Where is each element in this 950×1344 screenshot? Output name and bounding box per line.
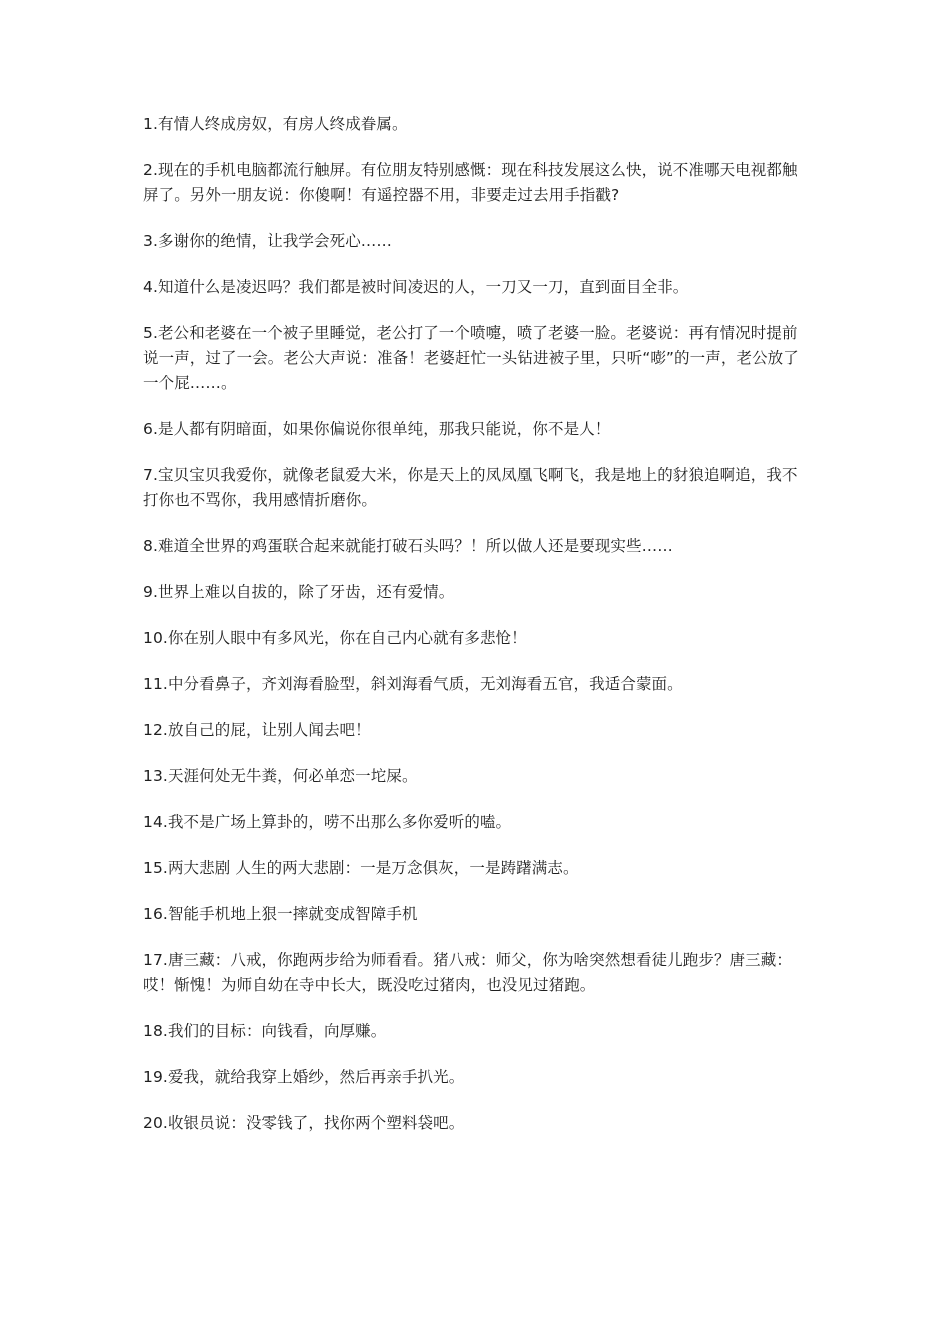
- joke-item-2: 2.现在的手机电脑都流行触屏。有位朋友特别感慨：现在科技发展这么快，说不准哪天电视都触屏了。另外一朋友说：你傻啊！有遥控器不用，非要走过去用手指戳?: [143, 161, 798, 204]
- joke-item-4: 4.知道什么是凌迟吗？我们都是被时间凌迟的人，一刀又一刀，直到面目全非。: [143, 278, 689, 296]
- joke-item-16: 16.智能手机地上狠一摔就变成智障手机: [143, 905, 418, 923]
- joke-item-19: 19.爱我，就给我穿上婚纱，然后再亲手扒光。: [143, 1068, 465, 1086]
- joke-item-3: 3.多谢你的绝情，让我学会死心……: [143, 232, 392, 250]
- joke-item-13: 13.天涯何处无牛粪，何必单恋一坨屎。: [143, 767, 418, 785]
- joke-item-12: 12.放自己的屁，让别人闻去吧！: [143, 721, 371, 739]
- joke-item-17: 17.唐三藏：八戒，你跑两步给为师看看。猪八戒：师父，你为啥突然想看徒儿跑步？唐三藏：哎！惭愧！为师自幼在寺中长大，既没吃过猪肉，也没见过猪跑。: [143, 951, 792, 994]
- joke-item-11: 11.中分看鼻子，齐刘海看脸型，斜刘海看气质，无刘海看五官，我适合蒙面。: [143, 675, 683, 693]
- joke-item-14: 14.我不是广场上算卦的，唠不出那么多你爱听的嗑。: [143, 813, 512, 831]
- joke-item-6: 6.是人都有阴暗面，如果你偏说你很单纯，那我只能说，你不是人！: [143, 420, 611, 438]
- joke-item-15: 15.两大悲剧 人生的两大悲剧：一是万念俱灰，一是踌躇满志。: [143, 859, 579, 877]
- joke-list: [143, 112, 808, 1157]
- joke-item-10: 10.你在别人眼中有多风光，你在自己内心就有多悲怆！: [143, 629, 527, 647]
- joke-item-1: 1.有情人终成房奴，有房人终成眷属。: [143, 115, 408, 133]
- joke-item-18: 18.我们的目标：向钱看，向厚赚。: [143, 1022, 387, 1040]
- joke-item-8: 8.难道全世界的鸡蛋联合起来就能打破石头吗？！所以做人还是要现实些……: [143, 537, 673, 555]
- joke-item-9: 9.世界上难以自拔的，除了牙齿，还有爱情。: [143, 583, 455, 601]
- joke-item-5: 5.老公和老婆在一个被子里睡觉，老公打了一个喷嚏，喷了老婆一脸。老婆说：再有情况时提前说一声，过了一会。老公大声说：准备！老婆赶忙一头钻进被子里，只听“嘭”的一声，老公放了一个屁……。: [143, 324, 799, 392]
- joke-item-20: 20.收银员说：没零钱了，找你两个塑料袋吧。: [143, 1114, 465, 1132]
- joke-item-7: 7.宝贝宝贝我爱你，就像老鼠爱大米，你是天上的凤凤凰飞啊飞，我是地上的豺狼追啊追，我不打你也不骂你，我用感情折磨你。: [143, 466, 798, 509]
